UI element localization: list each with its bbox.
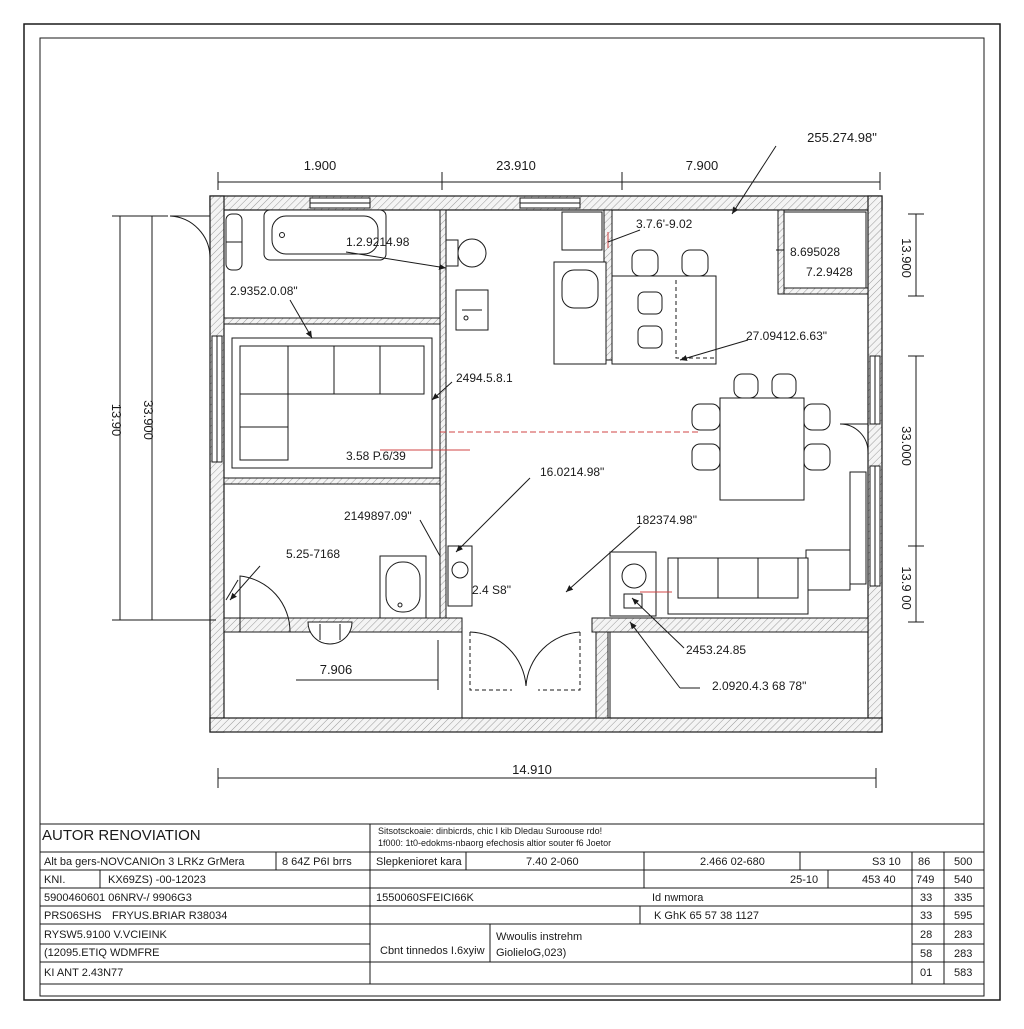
- sink-upper: [456, 290, 488, 330]
- tb-r5-c: Cbnt tinnedos I.6xyiw: [380, 945, 485, 957]
- tb-r1-g: 86: [918, 856, 931, 868]
- dining-table: [692, 374, 830, 500]
- ann-center-tag: 2.4 S8": [472, 583, 511, 597]
- tb-r3-h: 335: [954, 892, 973, 904]
- tv-unit: [610, 552, 656, 616]
- tb-r1-label: Alt ba gers-NOVCANIOn 3 LRKz GrMera: [44, 856, 245, 868]
- tb-r5-a: RYSW5.9100 V.VCIEINK: [44, 929, 167, 941]
- ann-living-left: 2494.5.8.1: [456, 371, 513, 385]
- sink-lower: [308, 622, 352, 644]
- ann-hall-center: 16.0214.98": [540, 465, 605, 479]
- tb-r1-d: 7.40 2-060: [526, 856, 579, 868]
- tb-r3-b: 1550060SFEICI66K: [376, 892, 474, 904]
- tb-r2-f: 453 40: [862, 874, 896, 886]
- toilet-lower: [380, 556, 426, 618]
- tb-r5-g: 28: [920, 929, 933, 941]
- ann-lower-left-tag: 5.25-7168: [286, 547, 341, 561]
- tb-r6-g: 01: [920, 967, 933, 979]
- tb-r5-g2: 58: [920, 948, 933, 960]
- tb-r6-a: KI ANT 2.43N77: [44, 967, 124, 979]
- ann-bath-upper: 1.2.9214.98: [346, 235, 410, 249]
- tb-r2-a: KNI.: [44, 874, 66, 886]
- dim-top-callout: 255.274.98": [807, 130, 877, 145]
- dim-right-mid: 33.000: [899, 426, 914, 466]
- washer: [448, 546, 472, 606]
- title-block-title: AUTOR RENOVIATION: [42, 827, 201, 844]
- tb-r3-a: 5900460601 06NRV-/ 9906G3: [44, 892, 192, 904]
- ann-room-lower-left: 2149897.09": [344, 509, 412, 523]
- living-sofa: [668, 558, 808, 614]
- dim-right-lower: 13.9 00: [899, 566, 914, 610]
- tb-r1-c: Slepkenioret kara: [376, 856, 462, 868]
- dim-left-inner: 33.900: [141, 400, 156, 440]
- tb-r5-d: Wwoulis instrehm: [496, 931, 583, 943]
- ann-right-room-a: 8.695028: [790, 245, 841, 259]
- tb-r1-b: 8 64Z P6I brrs: [282, 856, 352, 868]
- ann-bath-left: 2.9352.0.08": [230, 284, 298, 298]
- tb-r4-h: 595: [954, 910, 973, 922]
- tb-r4-c: K GhK 65 57 38 1127: [654, 910, 759, 922]
- dim-left-outer: 13.90: [109, 403, 124, 437]
- title-block-note-1: Sitsotsckoaie: dinbicrds, chic I kib Dledau Suroouse rdo!: [378, 826, 603, 836]
- ann-bottom-room-b: 2.0920.4.3 68 78": [712, 679, 807, 693]
- dim-top-mid: 23.910: [496, 158, 536, 173]
- tb-r4-b: FRYUS.BRIAR R38034: [112, 910, 228, 922]
- ann-sofa-tag: 3.58 P.6/39: [346, 449, 406, 463]
- ann-bottom-room-a: 2453.24.85: [686, 643, 747, 657]
- ann-living-right: 182374.98": [636, 513, 697, 527]
- tb-r6-h: 583: [954, 967, 973, 979]
- ann-kitchen-mid: 27.09412.6.63": [746, 329, 827, 343]
- ann-kitchen-top: 3.7.6'-9.02: [636, 217, 693, 231]
- tb-r4-a: PRS06SHS: [44, 910, 102, 922]
- tb-r1-h: 500: [954, 856, 973, 868]
- tb-r4-g: 33: [920, 910, 933, 922]
- dim-top-left: 1.900: [303, 158, 337, 173]
- title-block-grid: [40, 824, 984, 984]
- tb-r3-g: 33: [920, 892, 933, 904]
- kitchen-cabinet: [554, 212, 606, 364]
- tb-r1-e: 2.466 02-680: [700, 856, 765, 868]
- dim-bottom-left: 7.906: [319, 662, 353, 677]
- tb-r2-h: 540: [954, 874, 973, 886]
- dining-set-kitchen: [612, 250, 716, 364]
- tb-r1-f: S3 10: [872, 856, 901, 868]
- tb-r2-b: KX69ZS) -00-12023: [108, 874, 206, 886]
- tb-r3-c: Id nwmora: [652, 892, 704, 904]
- tb-r2-g: 749: [916, 874, 935, 886]
- tb-r5-h2: 283: [954, 948, 973, 960]
- dim-right-upper: 13.900: [899, 238, 914, 278]
- dim-bottom-overall: 14.910: [512, 762, 552, 777]
- toilet-upper: [446, 239, 486, 267]
- title-block-note-2: 1f000: 1t0-edokms-nbaorg efechosis altior souter f6 Joetor: [378, 838, 612, 848]
- tb-r5-h: 283: [954, 929, 973, 941]
- dim-top-right: 7.900: [685, 158, 719, 173]
- ann-right-room-b: 7.2.9428: [806, 265, 853, 279]
- tb-r5-e: GiolieloG,023): [496, 947, 567, 959]
- tb-r5-b: (12095.ETIQ WDMFRE: [44, 947, 160, 959]
- wardrobe-left: [226, 214, 242, 270]
- tb-r2-e: 25-10: [790, 874, 819, 886]
